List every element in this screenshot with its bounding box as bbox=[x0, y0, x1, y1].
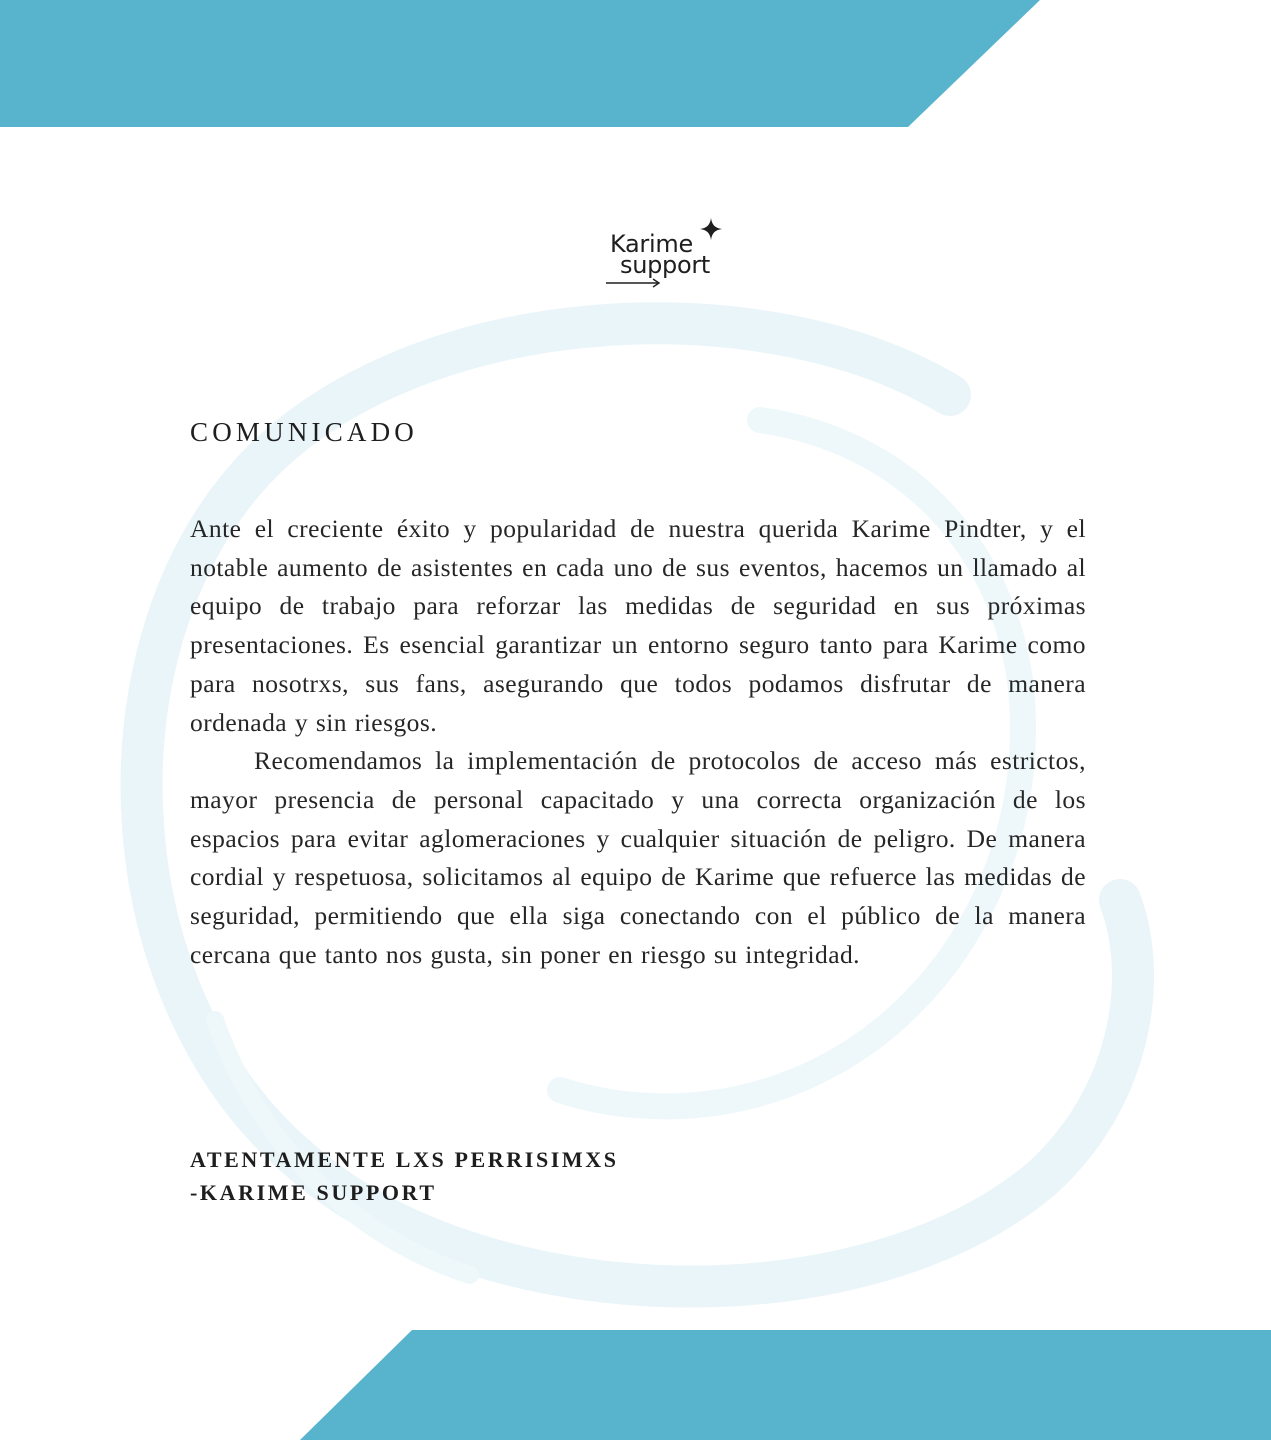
top-band-shape bbox=[0, 0, 1040, 127]
sparkle-icon bbox=[700, 218, 722, 240]
bottom-accent-band bbox=[300, 1330, 1271, 1440]
document-body bbox=[190, 510, 1086, 974]
top-accent-band bbox=[0, 0, 1040, 127]
signature-line-2: -KARIME SUPPORT bbox=[190, 1180, 437, 1205]
paragraph-2: Recomendamos la implementación de protocolos de acceso más estrictos, mayor presencia de personal capacitado y una correcta organización de los espacios para evitar aglomeraciones y cualquier situación de peligro. De manera cordial y respetuosa, solicitamos al equipo de Karime que refuerce las medidas de seguridad, permitiendo que ella siga conectando con el público de la manera cercana que tanto nos gusta, sin poner en riesgo su integridad. bbox=[190, 746, 1086, 969]
document-title: COMUNICADO bbox=[190, 417, 419, 447]
bottom-band-shape bbox=[300, 1330, 1271, 1440]
signature-line-1: ATENTAMENTE LXS PERRISIMXS bbox=[190, 1147, 619, 1172]
logo-text-support: support bbox=[620, 251, 711, 279]
paragraph-1: Ante el creciente éxito y popularidad de nuestra querida Karime Pindter, y el notable aumento de asistentes en cada uno de sus eventos, hacemos un llamado al equipo de trabajo para reforzar las medidas de seguridad en sus próximas presentaciones. Es esencial garantizar un entorno seguro tanto para Karime como para nosotrxs, sus fans, asegurando que todos podamos disfrutar de manera ordenada y sin riesgos. bbox=[190, 514, 1086, 737]
karime-support-logo bbox=[600, 214, 750, 294]
arrow-right-icon bbox=[606, 278, 662, 288]
signature-block bbox=[190, 1143, 619, 1209]
logo-text-karime: Karime bbox=[610, 230, 693, 258]
